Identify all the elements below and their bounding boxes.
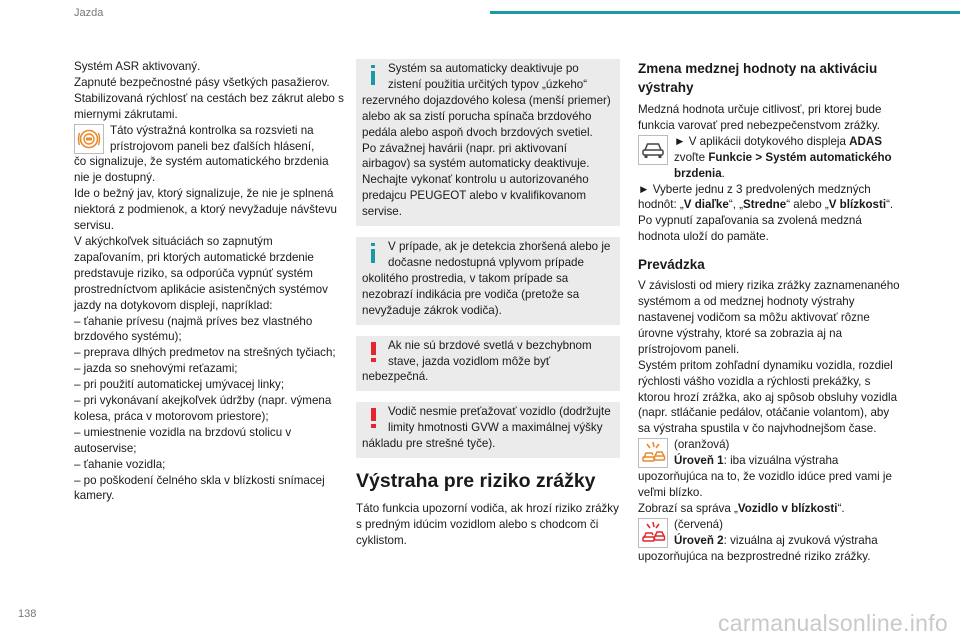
collision-alert-orange-icon <box>638 438 668 468</box>
note-text: V prípade, ak je detekcia zhoršená alebo je dočasne nedostupná vplyvom prípade okolitého prostredia, v takom prípade sa nezobrazí indikácia pre vodiča (pretože sa nevyžaduje zákrok vodiča). <box>362 240 611 317</box>
subheading-threshold: Zmena medznej hodnoty na aktiváciu výstrahy <box>638 61 878 95</box>
conditions-line: Zapnuté bezpečnostné pásy všetkých pasažierov. <box>74 75 330 89</box>
collision-alert-red-icon <box>638 518 668 548</box>
section-heading: Výstraha pre riziko zrážky <box>356 470 596 493</box>
paragraph: upozorňujúca na to, že vozidlo idúce pred vami je veľmi blízko. <box>638 470 892 499</box>
column-right <box>638 59 902 564</box>
subheading-operation: Prevádzka <box>638 257 705 273</box>
note-text: Ak nie sú brzdové svetlá v bezchybnom stave, jazda vozidlom môže byť nebezpečná. <box>362 338 592 384</box>
step-row <box>638 134 902 182</box>
paragraph: Medzná hodnota určuje citlivosť, pri ktorej bude funkcia varovať pred nebezpečenstvom zrážky. <box>638 103 882 132</box>
warning-note <box>356 336 620 392</box>
list-item: – ťahanie vozidla; <box>74 457 166 471</box>
level-1-line: Úroveň 1: iba vizuálna výstraha <box>674 454 839 468</box>
warning-note <box>356 402 620 458</box>
list-item: – pri použití automatickej umývacej linky; <box>74 378 285 392</box>
note-text: Vodič nesmie preťažovať vozidlo (dodržujte limity hmotnosti GVW a maximálnej výšky nákladu pre strešné tyče). <box>362 405 611 451</box>
paragraph: čo signalizuje, že systém automatického brzdenia nie je dostupný. <box>74 155 329 185</box>
level-2-row <box>638 517 902 549</box>
car-front-icon <box>638 135 668 165</box>
paragraph: Ide o bežný jav, ktorý signalizuje, že nie je splnená niektorá z podmienok, a ktorý nevyžaduje návštevu servisu. <box>74 187 337 233</box>
level-color: (oranžová) <box>674 438 730 452</box>
paragraph: Táto funkcia upozorní vodiča, ak hrozí riziko zrážky s predným idúcim vozidlom alebo s chodcom či cyklistom. <box>356 502 619 547</box>
paragraph: upozorňujúca na bezprostredné riziko zrážky. <box>638 549 871 563</box>
section-title: Jazda <box>74 7 104 19</box>
paragraph: V závislosti od miery rizika zrážky zaznamenaného systémom a od medznej hodnoty výstrahy nastavenej vodičom sa môžu aktivovať rôzne úrovne výstrahy, ktoré sa zobrazia aj na prístrojovom paneli. <box>638 279 900 356</box>
level-1-message: Zobrazí sa správa „Vozidlo v blízkosti“. <box>638 501 845 515</box>
list-item: – jazda so snehovými reťazami; <box>74 362 238 376</box>
list-item: – pri vykonávaní akejkoľvek údržby (napr. výmena kolesa, práca v motorovom priestore); <box>74 394 332 423</box>
level-color: (červená) <box>674 517 723 531</box>
header-accent-bar <box>490 11 960 14</box>
paragraph: Po vypnutí zapaľovania sa zvolená medzná hodnota uloží do pamäte. <box>638 214 862 244</box>
step-1: ► V aplikácii dotykového displeja ADAS zvoľte Funkcie > Systém automatického brzdenia. <box>674 134 892 180</box>
level-1-row <box>638 437 902 469</box>
warning-lamp-text: Táto výstražná kontrolka sa rozsvieti na prístrojovom paneli bez ďalších hlásení, <box>110 123 315 153</box>
info-icon <box>362 61 384 87</box>
info-note <box>356 237 620 325</box>
note-text: Po závažnej havárii (napr. pri aktivovaní airbagov) sa systém automaticky deaktivuje. Nechajte vykonať kontrolu u autorizovaného predajcu PEUGEOT alebo v kvalifikovanom servise. <box>362 141 590 219</box>
watermark: carmanualsonline.info <box>717 610 948 636</box>
conditions-line: Stabilizovaná rýchlosť na cestách bez zákrut alebo s miernymi zákrutami. <box>74 91 344 121</box>
step-2: ► Vyberte jednu z 3 predvolených medzných hodnôt: „V diaľke“, „Stredne“ alebo „V blízkosti“. <box>638 182 894 212</box>
level-2-line: Úroveň 2: vizuálna aj zvuková výstraha <box>674 533 878 547</box>
info-note <box>356 59 620 226</box>
exclamation-icon <box>362 338 384 364</box>
warning-lamp-row <box>74 123 344 155</box>
pre-collision-warning-icon <box>74 124 104 154</box>
column-middle <box>356 59 620 549</box>
paragraph: Systém pritom zohľadní dynamiku vozidla, rozdiel rýchlosti vášho vozidla a rýchlosti prekážky, s ktorou hrozí zrážka, ako aj spôsob obsluhy vozidla (napr. stláčanie pedálov, otáčanie volantom), aby sa výstraha spustila v čo najvhodnejšom čase. <box>638 358 898 436</box>
page-number: 138 <box>18 608 37 620</box>
list-item: – preprava dlhých predmetov na strešných tyčiach; <box>74 346 336 360</box>
column-left <box>74 59 344 504</box>
exclamation-icon <box>362 404 384 430</box>
list-item: – ťahanie prívesu (najmä príves bez vlastného brzdového systému); <box>74 314 313 344</box>
conditions-line: Systém ASR aktivovaný. <box>74 60 201 73</box>
list-item: – umiestnenie vozidla na brzdovú stolicu v autoservise; <box>74 425 292 455</box>
paragraph: V akýchkoľvek situáciách so zapnutým zapaľovaním, pri ktorých automatické brzdenie predstavuje riziko, sa odporúča vypnúť systém prostredníctvom aplikácie asistenčných systémov jazdy na dotykovom displeji, napríklad: <box>74 234 328 312</box>
info-icon <box>362 239 384 265</box>
list-item: – po poškodení čelného skla v blízkosti snímacej kamery. <box>74 473 325 503</box>
note-text: Systém sa automaticky deaktivuje po zistení použitia určitých typov „úzkeho“ rezervného dojazdového kolesa (menší priemer) alebo ak sa zistí porucha spínača brzdového pedála alebo aspoň dvoch brzdových svetiel. <box>362 62 611 139</box>
